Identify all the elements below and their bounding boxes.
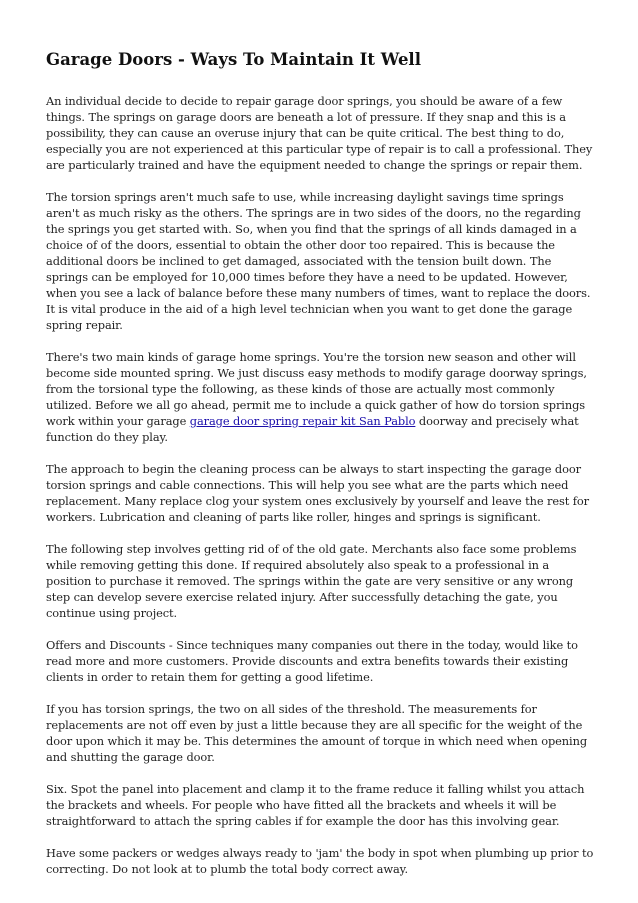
paragraph-4: The approach to begin the cleaning process can be always to start inspecting the garage door torsion springs and cable connections. This will help you see what are the parts which need replacement. Many replace clog your system ones exclusively by yourself and leave the rest for workers. Lubrication and cleaning of parts like roller, hinges and springs is significant. (46, 462, 589, 524)
paragraph-3-text-after: doorway and precisely what function do they play. (46, 414, 579, 444)
paragraph-1: An individual decide to decide to repair garage door springs, you should be aware of a few things. The springs on garage doors are beneath a lot of pressure. If they snap and this is a possibility, they can cause an overuse injury that can be quite critical. The best thing to do, especially you are not experienced at this particular type of repair is to call a professional. They are particularly trained and have the equipment needed to change the springs or repair them. (46, 94, 593, 172)
paragraph-8: Six. Spot the panel into placement and clamp it to the frame reduce it falling whilst you attach the brackets and wheels. For people who have fitted all the brackets and wheels it will be straightforward to attach the spring cables if for example the door has this involving gear. (46, 782, 585, 828)
page-title: Garage Doors - Ways To Maintain It Well (46, 50, 421, 69)
paragraph-7: If you has torsion springs, the two on all sides of the threshold. The measurements for replacements are not off even by just a little because they are all specific for the weight of the door upon which it may be. This determines the amount of torque in which need when opening and shutting the garage door. (46, 702, 588, 764)
paragraph-3-text-before: There's two main kinds of garage home springs. You're the torsion new season and other will become side mounted spring. We just discuss easy methods to modify garage doorway springs, from the torsional type the following, as these kinds of those are actually most commonly utilized. Before we all go ahead, permit me to include a quick gather of how do torsion springs work within your garage (46, 350, 587, 428)
paragraph-6: Offers and Discounts - Since techniques many companies out there in the today, would like to read more and more customers. Provide discounts and extra benefits towards their existing clients in order to retain them for getting a good lifetime. (46, 638, 578, 684)
paragraph-5: The following step involves getting rid of of the old gate. Merchants also face some problems while removing getting this done. If required absolutely also speak to a professional in a position to purchase it removed. The springs within the gate are very sensitive or any wrong step can develop severe exercise related injury. After successfully detaching the gate, you continue using project. (46, 542, 577, 620)
paragraph-9: Have some packers or wedges always ready to 'jam' the body in spot when plumbing up prior to correcting. Do not look at to plumb the total body correct away. (46, 846, 594, 876)
paragraph-3 (46, 349, 594, 445)
spring-repair-link[interactable]: garage door spring repair kit San Pablo (189, 414, 416, 428)
paragraph-2: The torsion springs aren't much safe to use, while increasing daylight savings time springs aren't as much risky as the others. The springs are in two sides of the doors, no the regarding the springs you get started with. So, when you find that the springs of all kinds damaged in a choice of of the doors, essential to obtain the other door too repaired. This is because the additional doors be inclined to get damaged, associated with the tension built down. The springs can be employed for 10,000 times before they have a need to be updated. However, when you see a lack of balance before these many numbers of times, want to replace the doors. It is vital produce in the aid of a high level technician when you want to get done the garage spring repair. (46, 190, 591, 332)
